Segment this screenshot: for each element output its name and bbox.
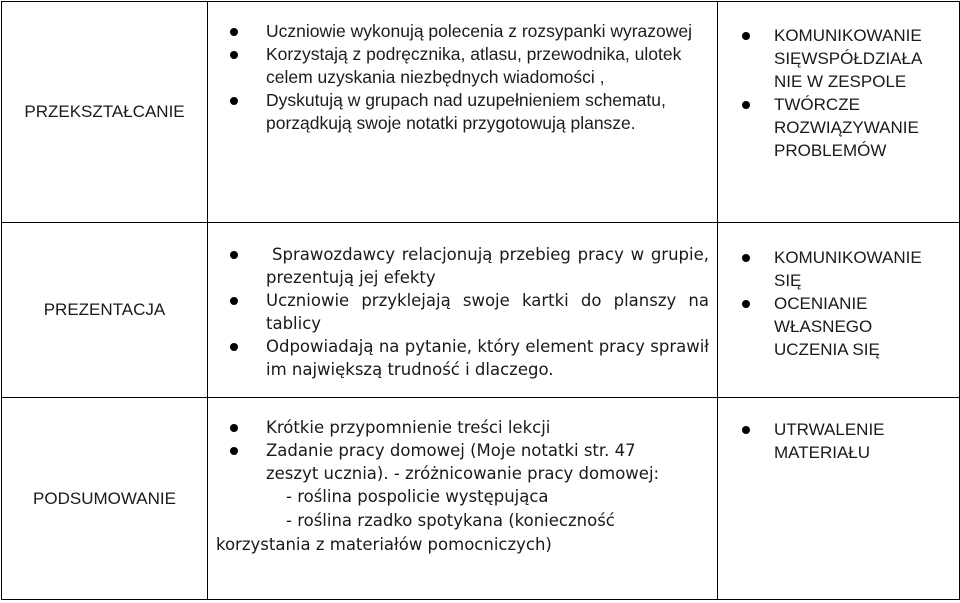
activities-cell xyxy=(208,398,718,600)
skill-text: UTRWALENIE MATERIAŁU xyxy=(774,420,885,462)
skills-list xyxy=(718,398,959,464)
list-item xyxy=(774,93,949,162)
skill-text: KOMUNIKOWANIE SIĘWSPÓŁDZIAŁA NIE W ZESPOLE xyxy=(774,26,922,91)
activity-text: Sprawozdawcy relacjonują przebieg pracy w grupie, prezentują jej efekty xyxy=(266,245,709,287)
skills-list xyxy=(718,2,959,162)
activity-list xyxy=(208,223,717,381)
activity-text: Korzystają z podręcznika, atlasu, przewodnika, ulotek celem uzyskania niezbędnych wiadomości , xyxy=(266,44,682,87)
skills-cell xyxy=(718,2,960,223)
bullet-icon xyxy=(230,97,238,105)
list-item xyxy=(774,246,949,292)
bullet-icon xyxy=(742,101,750,109)
activity-text: Dyskutują w grupach nad uzupełnieniem schematu, porządkują swoje notatki przygotowują plansze. xyxy=(266,90,666,133)
list-item xyxy=(266,20,697,43)
phase-label: PREZENTACJA xyxy=(43,300,166,319)
list-item xyxy=(266,335,709,381)
bullet-icon xyxy=(742,426,750,434)
list-item xyxy=(774,418,949,464)
phase-label: PRZEKSZTAŁCANIE xyxy=(24,102,185,121)
table-row xyxy=(2,2,960,223)
phase-cell xyxy=(2,398,208,600)
bullet-icon xyxy=(230,343,238,351)
table-row xyxy=(2,223,960,398)
bullet-icon xyxy=(742,32,750,40)
bullet-icon xyxy=(230,447,238,455)
bullet-icon xyxy=(742,254,750,262)
skill-text: OCENIANIE WŁASNEGO UCZENIA SIĘ xyxy=(774,294,880,359)
skills-list xyxy=(718,223,959,361)
skill-text: KOMUNIKOWANIE SIĘ xyxy=(774,248,922,290)
activity-text: Uczniowie wykonują polecenia z rozsypanki wyrazowej xyxy=(266,21,693,41)
activity-list xyxy=(208,398,717,485)
skills-cell xyxy=(718,223,960,398)
phase-cell xyxy=(2,2,208,223)
list-item xyxy=(266,43,697,89)
bullet-icon xyxy=(230,28,238,36)
activity-text: Uczniowie przyklejają swoje kartki do planszy na tablicy xyxy=(266,291,709,333)
skills-cell xyxy=(718,398,960,600)
phase-cell xyxy=(2,223,208,398)
activity-text: Zadanie pracy domowej (Moje notatki str. 47 zeszyt ucznia). - zróżnicowanie pracy domowej: xyxy=(266,441,660,483)
activity-text: Krótkie przypomnienie treści lekcji xyxy=(266,418,551,437)
bullet-icon xyxy=(230,51,238,59)
list-item xyxy=(266,89,697,135)
bullet-icon xyxy=(230,424,238,432)
bullet-icon xyxy=(742,300,750,308)
activities-cell xyxy=(208,2,718,223)
list-item xyxy=(266,439,687,485)
lesson-plan-table xyxy=(1,1,960,600)
bullet-icon xyxy=(230,297,238,305)
list-item xyxy=(266,243,709,289)
homework-option: - roślina rzadko spotykana (konieczność xyxy=(286,511,615,530)
bullet-icon xyxy=(230,251,238,259)
activity-text: Odpowiadają na pytanie, który element pracy sprawił im największą trudność i dlaczego. xyxy=(266,337,709,379)
list-item xyxy=(266,289,709,335)
activity-list xyxy=(208,2,717,135)
homework-option: korzystania z materiałów pomocniczych) xyxy=(216,535,552,554)
homework-option: - roślina pospolicie występująca xyxy=(286,487,549,506)
list-item xyxy=(266,416,687,439)
list-item xyxy=(774,292,949,361)
list-item xyxy=(774,24,949,93)
skill-text: TWÓRCZE ROZWIĄZYWANIE PROBLEMÓW xyxy=(774,95,919,160)
activities-cell xyxy=(208,223,718,398)
phase-label: PODSUMOWANIE xyxy=(33,488,176,508)
homework-details xyxy=(208,485,717,557)
table-row xyxy=(2,398,960,600)
